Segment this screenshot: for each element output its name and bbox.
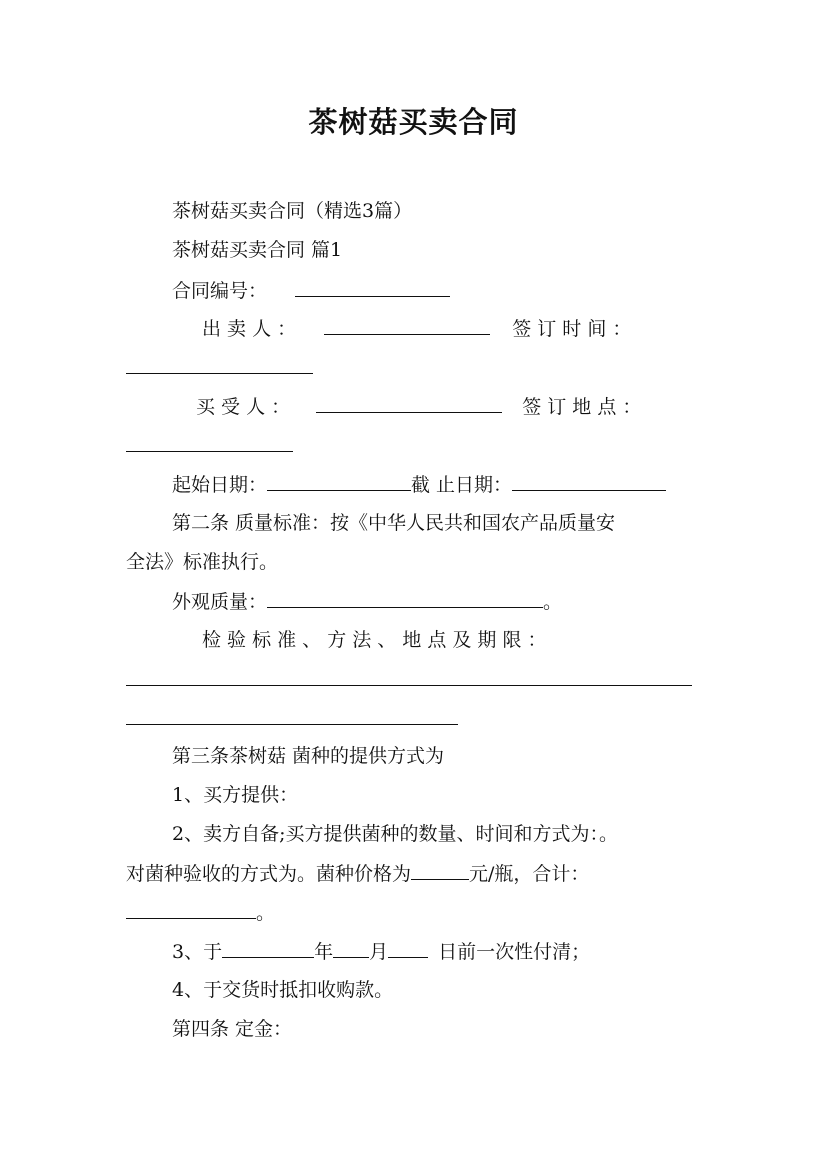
item2-line3 [126,898,704,927]
sign-place-blank [126,451,293,452]
buyer-label: 买 受 人 ： [196,396,291,418]
inspection-blank-1 [126,685,692,686]
appearance-line [172,587,704,616]
start-date-label: 起始日期： [172,474,268,496]
month-blank [333,937,369,958]
item2-price-unit: 元/瓶，合计： [469,863,590,885]
appearance-end: 。 [543,591,563,613]
contract-number-line [172,276,704,305]
item3-prefix: 3、于 [172,941,223,963]
contract-number-label: 合同编号： [172,280,268,302]
buyer-line [196,392,690,421]
appearance-label: 外观质量： [172,591,268,613]
item1-line: 1、买方提供： [172,784,299,806]
item2-line2-text [126,859,589,888]
seller-blank [324,314,490,335]
item3-month: 月 [369,941,389,963]
sign-time-blank [126,373,313,374]
item2-acceptance-text: 对菌种验收的方式为。菌种价格为 [126,863,412,885]
year-blank [222,937,314,958]
article2-line2: 全法》标准执行。 [126,551,279,573]
item3-line [172,937,704,966]
end-date-blank [512,470,666,491]
end-date-label: 截 止日期： [411,474,513,496]
date-range-line [172,470,704,499]
inspection-blank-2 [126,724,458,725]
item2-line1: 2、卖方自备;买方提供菌种的数量、时间和方式为：。 [172,823,618,845]
day-blank [388,937,428,958]
article4-heading: 第四条 定金： [172,1018,293,1040]
article3-heading: 第三条茶树菇 菌种的提供方式为 [172,745,445,767]
buyer-blank [316,392,502,413]
total-blank [126,898,256,919]
item4-line: 4、于交货时抵扣收购款。 [172,979,394,1001]
item3-year: 年 [314,941,334,963]
article2-line1: 第二条 质量标准：按《中华人民共和国农产品质量安 [172,512,616,534]
appearance-blank [267,587,543,608]
item2-line3-end: 。 [256,902,276,924]
item3-suffix: 日前一次性付清； [438,941,591,963]
document-title: 茶树菇买卖合同 [308,105,519,139]
inspection-line: 检 验 标 准 、 方 法 、 地 点 及 期 限 ： [202,629,547,651]
item2-line2 [126,859,692,888]
start-date-blank [267,470,411,491]
seller-label: 出 卖 人 ： [202,318,297,340]
price-blank [411,859,469,880]
sign-time-label: 签 订 时 间 ： [512,318,632,340]
seller-line [202,314,690,343]
sign-place-label: 签 订 地 点 ： [522,396,642,418]
intro-line: 茶树菇买卖合同（精选3篇） [172,200,413,222]
part-heading: 茶树菇买卖合同 篇1 [172,239,343,261]
contract-number-blank [295,276,450,297]
